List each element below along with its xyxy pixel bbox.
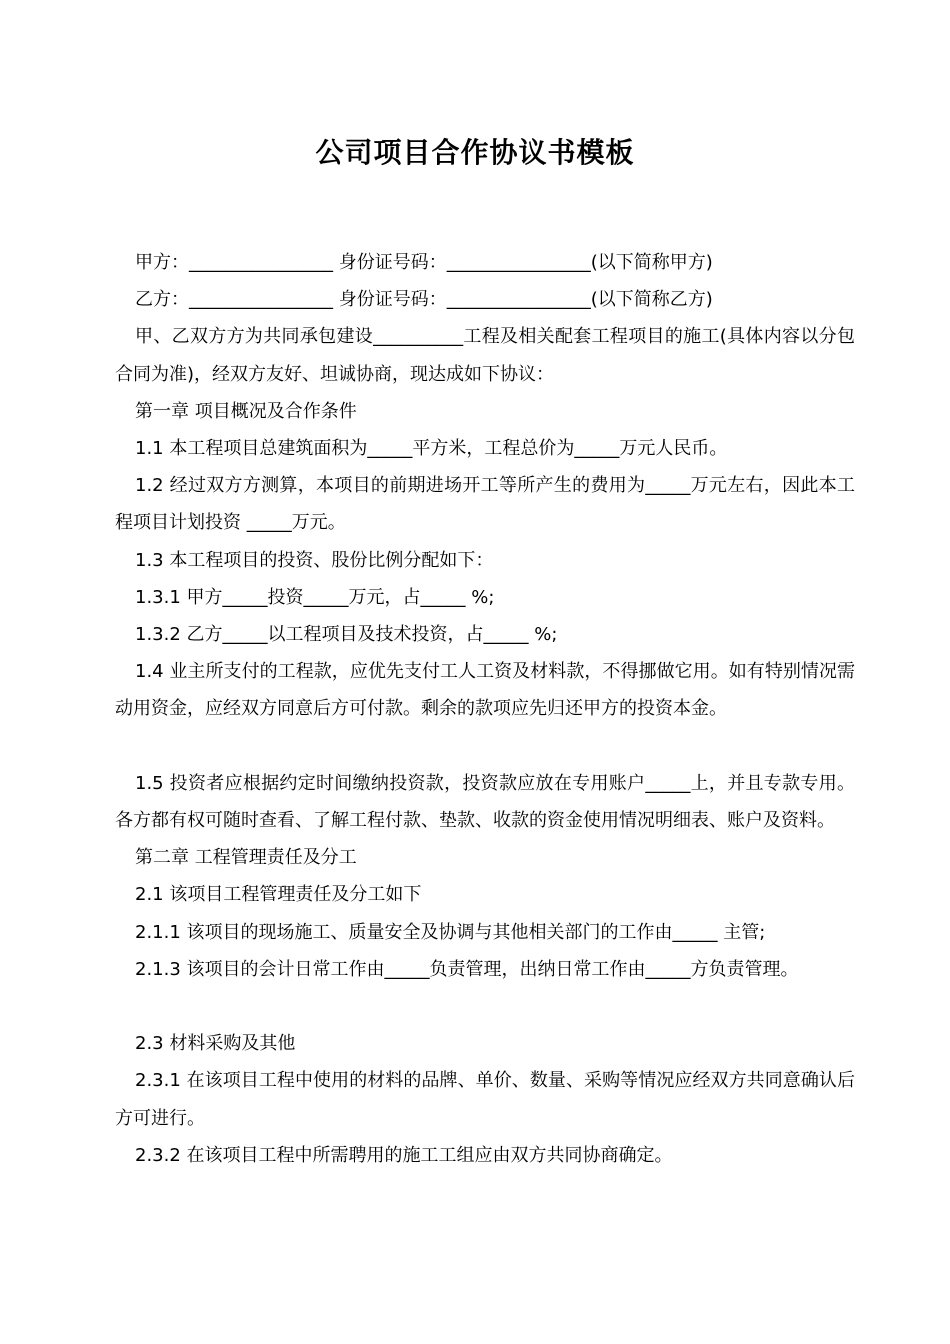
paragraph-spacer — [115, 728, 855, 765]
clause-2-3-2: 2.3.2 在该项目工程中所需聘用的施工工组应由双方共同协商确定。 — [135, 1144, 673, 1166]
chapter-1-heading: 第一章 项目概况及合作条件 — [135, 400, 357, 422]
preamble-paragraph: 甲、乙双方方为共同承包建设__________工程及相关配套工程项目的施工(具体内容以分包合同为准)，经双方友好、坦诚协商，现达成如下协议： — [115, 326, 855, 385]
clause-2-1-3: 2.1.3 该项目的会计日常工作由_____负责管理，出纳日常工作由_____方负责管理。 — [135, 958, 799, 980]
chapter-2-heading: 第二章 工程管理责任及分工 — [135, 847, 357, 869]
clause-1-4: 1.4 业主所支付的工程款，应优先支付工人工资及材料款，不得挪做它用。如有特别情况需动用资金，应经双方同意后方可付款。剩余的款项应先归还甲方的投资本金。 — [115, 661, 855, 720]
clause-1-3: 1.3 本工程项目的投资、股份比例分配如下： — [135, 549, 494, 571]
clause-2-3: 2.3 材料采购及其他 — [135, 1033, 296, 1055]
clause-1-2: 1.2 经过双方方测算，本项目的前期进场开工等所产生的费用为_____万元左右，因此本工程项目计划投资 _____万元。 — [115, 475, 855, 534]
party-a-line: 甲方：________________ 身份证号码：________________(以下简称甲方) — [135, 252, 713, 273]
clause-1-5: 1.5 投资者应根据约定时间缴纳投资款，投资款应放在专用账户_____上，并且专款专用。各方都有权可随时查看、了解工程付款、垫款、收款的资金使用情况明细表、账户及资料。 — [115, 772, 855, 832]
clause-1-3-2: 1.3.2 乙方_____以工程项目及技术投资，占_____ %; — [135, 624, 558, 646]
clause-1-1: 1.1 本工程项目总建筑面积为_____平方米，工程总价为_____万元人民币。 — [135, 438, 728, 460]
clause-2-1-1: 2.1.1 该项目的现场施工、质量安全及协调与其他相关部门的工作由_____ 主管; — [135, 921, 766, 943]
clause-2-3-1: 2.3.1 在该项目工程中使用的材料的品牌、单价、数量、采购等情况应经双方共同意确认后方可进行。 — [115, 1070, 855, 1129]
document-title: 公司项目合作协议书模板 — [315, 136, 635, 169]
document-body — [115, 244, 855, 1174]
paragraph-spacer — [115, 988, 855, 1025]
clause-2-1: 2.1 该项目工程管理责任及分工如下 — [135, 884, 422, 906]
clause-1-3-1: 1.3.1 甲方_____投资_____万元，占_____ %; — [135, 586, 495, 608]
party-b-line: 乙方：________________ 身份证号码：________________(以下简称乙方) — [135, 289, 713, 311]
